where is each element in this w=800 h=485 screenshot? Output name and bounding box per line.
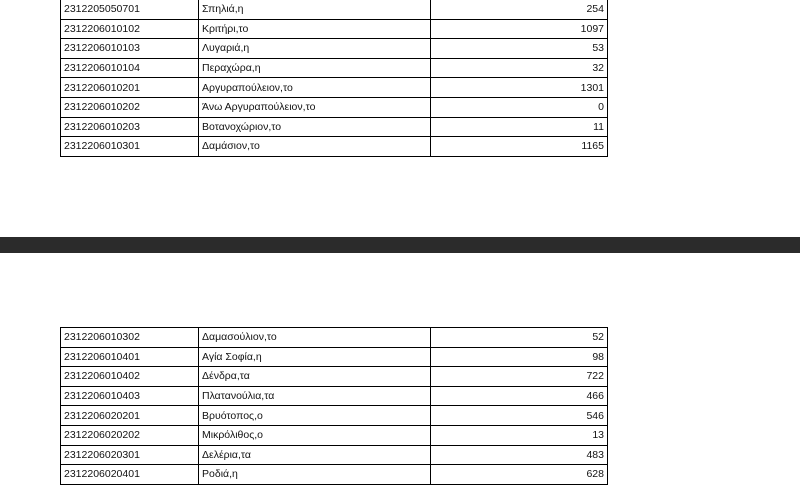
settlement-code-cell: 2312206020202: [61, 425, 199, 445]
settlement-name-cell: Ροδιά,η: [199, 465, 431, 485]
settlement-code-cell: 2312206010402: [61, 367, 199, 387]
settlement-code-cell: 2312205050701: [61, 0, 199, 19]
table-row: [61, 19, 608, 39]
settlement-name-cell: Κριτήρι,το: [199, 19, 431, 39]
table-row: [61, 386, 608, 406]
settlement-table-top: [60, 0, 608, 157]
table-row: [61, 137, 608, 157]
table-row: [61, 78, 608, 98]
page-separator: [0, 237, 800, 253]
settlement-name-cell: Περαχώρα,η: [199, 58, 431, 78]
population-value-cell: 53: [431, 39, 608, 59]
settlement-code-cell: 2312206020201: [61, 406, 199, 426]
population-value-cell: 98: [431, 347, 608, 367]
settlement-name-cell: Βρυότοπος,ο: [199, 406, 431, 426]
table-row: [61, 117, 608, 137]
population-value-cell: 1301: [431, 78, 608, 98]
population-value-cell: 1165: [431, 137, 608, 157]
table-row: [61, 58, 608, 78]
population-value-cell: 483: [431, 445, 608, 465]
document-page-bottom: [0, 253, 800, 479]
settlement-code-cell: 2312206010302: [61, 328, 199, 348]
settlement-name-cell: Αγία Σοφία,η: [199, 347, 431, 367]
settlement-code-cell: 2312206010203: [61, 117, 199, 137]
table-row: [61, 328, 608, 348]
settlement-name-cell: Πλατανούλια,τα: [199, 386, 431, 406]
settlement-name-cell: Βοτανοχώριον,το: [199, 117, 431, 137]
settlement-code-cell: 2312206020301: [61, 445, 199, 465]
table-row: [61, 425, 608, 445]
population-value-cell: 466: [431, 386, 608, 406]
population-value-cell: 0: [431, 97, 608, 117]
settlement-name-cell: Δελέρια,τα: [199, 445, 431, 465]
table-row: [61, 367, 608, 387]
settlement-code-cell: 2312206010202: [61, 97, 199, 117]
population-value-cell: 32: [431, 58, 608, 78]
settlement-code-cell: 2312206010401: [61, 347, 199, 367]
settlement-name-cell: Δαμασούλιον,το: [199, 328, 431, 348]
population-value-cell: 52: [431, 328, 608, 348]
table-row: [61, 465, 608, 485]
settlement-name-cell: Δαμάσιον,το: [199, 137, 431, 157]
settlement-table-bottom: [60, 327, 608, 485]
settlement-name-cell: Μικρόλιθος,ο: [199, 425, 431, 445]
settlement-code-cell: 2312206010103: [61, 39, 199, 59]
population-value-cell: 11: [431, 117, 608, 137]
document-page-top: [0, 0, 800, 237]
table-row: [61, 97, 608, 117]
settlement-name-cell: Άνω Αργυραπούλειον,το: [199, 97, 431, 117]
population-value-cell: 1097: [431, 19, 608, 39]
settlement-name-cell: Σπηλιά,η: [199, 0, 431, 19]
population-value-cell: 254: [431, 0, 608, 19]
settlement-code-cell: 2312206010201: [61, 78, 199, 98]
settlement-code-cell: 2312206020401: [61, 465, 199, 485]
settlement-name-cell: Αργυραπούλειον,το: [199, 78, 431, 98]
settlement-code-cell: 2312206010403: [61, 386, 199, 406]
settlement-code-cell: 2312206010301: [61, 137, 199, 157]
table-row: [61, 347, 608, 367]
settlement-name-cell: Δένδρα,τα: [199, 367, 431, 387]
settlement-code-cell: 2312206010104: [61, 58, 199, 78]
table-row: [61, 0, 608, 19]
population-value-cell: 722: [431, 367, 608, 387]
population-value-cell: 628: [431, 465, 608, 485]
settlement-code-cell: 2312206010102: [61, 19, 199, 39]
population-value-cell: 13: [431, 425, 608, 445]
table-row: [61, 445, 608, 465]
population-value-cell: 546: [431, 406, 608, 426]
table-row: [61, 406, 608, 426]
settlement-name-cell: Λυγαριά,η: [199, 39, 431, 59]
table-row: [61, 39, 608, 59]
